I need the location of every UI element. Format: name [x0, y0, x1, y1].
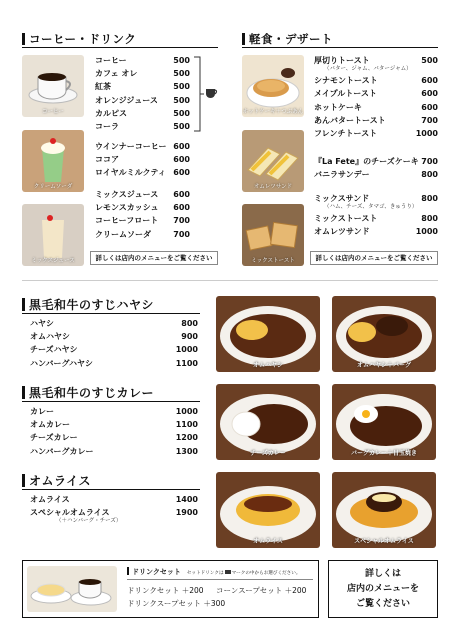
hotcake-photo [242, 55, 304, 117]
drink-set-price: ドリンクセット ＋200 [127, 586, 204, 595]
mix-toast-photo [242, 204, 304, 266]
omurice-list [30, 493, 198, 526]
menu-item: バニラサンデー 800 [314, 170, 438, 180]
menu-item: ロイヤルミルクティ 600 [95, 168, 190, 178]
curry-title-rule [22, 401, 200, 402]
cup-mark-icon [225, 570, 231, 574]
menu-item: オムカレー 1100 [30, 420, 198, 430]
menu-item: チーズカレー 1200 [30, 433, 198, 443]
burg-curry-egg-photo [332, 384, 436, 460]
curry-section-title: 黒毛和牛のすじカレー [22, 384, 154, 401]
light-list-3 [314, 192, 438, 239]
menu-item: コーヒーフロート 700 [95, 216, 190, 226]
photo-caption: オムハヤシ＋バーグ [357, 362, 411, 369]
title-bar-mark [22, 298, 25, 311]
item-note: （＋ハンバーグ・チーズ） [56, 518, 122, 525]
menu-item: オムハヤシ 900 [30, 332, 198, 342]
hayashi-section-title: 黒毛和牛のすじハヤシ [22, 296, 154, 313]
drink-set-subtitle-2: マークの中からお選びください。 [231, 571, 301, 576]
omurice-title-rule [22, 489, 200, 490]
cream-soda-photo [22, 130, 84, 192]
drinks-list-3 [95, 188, 190, 241]
menu-item: オムライス 1400 [30, 495, 198, 504]
omu-hayashi-photo [216, 296, 320, 372]
light-list-1 [314, 54, 438, 140]
cup-mark-icon [206, 89, 217, 98]
menu-item: レモンスカッシュ 600 [95, 203, 190, 213]
light-title-rule [242, 47, 438, 48]
menu-item: ハンバーグハヤシ 1100 [30, 358, 198, 368]
section-divider [22, 280, 438, 281]
drink-set-box [22, 560, 319, 618]
drink-set-rule [127, 579, 313, 580]
menu-item: 『La Fete』のチーズケーキ 700 [314, 157, 438, 166]
curry-list [30, 405, 198, 458]
drink-set-title: ドリンクセット [132, 568, 181, 576]
menu-item: カフェ オレ 500 [95, 69, 190, 79]
cheese-curry-photo [216, 384, 320, 460]
title-bar-mark [242, 33, 245, 45]
photo-caption: ホットケーキ＋つぶあん [242, 109, 304, 115]
title-bar-mark [127, 567, 129, 575]
soup-and-coffee-icon [27, 566, 117, 612]
menu-item: 紅茶 500 [95, 82, 190, 92]
photo-caption: バーグカレー＋目玉焼き [350, 450, 417, 457]
menu-item: コーヒー 500 [95, 56, 190, 65]
menu-item: メイプルトースト 600 [314, 89, 438, 99]
photo-caption: コーヒー [42, 109, 64, 115]
menu-item: ウインナーコーヒー 600 [95, 142, 190, 151]
coffee-photo [22, 55, 84, 117]
menu-item: オムレツサンド 1000 [314, 227, 438, 237]
set-drink-bracket [192, 55, 222, 133]
menu-item: 厚切りトースト 500 [314, 56, 438, 65]
title-bar-mark [22, 474, 25, 487]
menu-item: スペシャルオムライス 1900 [30, 508, 198, 518]
photo-caption: チーズカレー [250, 450, 286, 457]
photo-caption: オムライス [253, 538, 283, 545]
photo-caption: オムハヤシ [253, 362, 283, 369]
title-bar-mark [22, 386, 25, 399]
light-menu-note: 詳しくは店内のメニューをご覧ください [310, 251, 438, 265]
shop-menu-note: 詳しくは 店内のメニューを ご覧ください [328, 560, 438, 618]
menu-item: ココア 600 [95, 155, 190, 165]
special-omurice-photo [332, 472, 436, 548]
menu-item: オレンジジュース 500 [95, 95, 190, 105]
photo-caption: スペシャルオムライス [354, 538, 414, 545]
menu-item: あんバタートースト 700 [314, 115, 438, 125]
item-note: （ハム、チーズ、タマゴ、きゅうり） [324, 204, 418, 211]
drinks-menu-note: 詳しくは店内のメニューをご覧ください [90, 251, 218, 265]
omu-hayashi-burg-photo [332, 296, 436, 372]
menu-item: カレー 1000 [30, 407, 198, 416]
photo-caption: ミックスジュース [31, 258, 75, 264]
menu-item: ミックスサンド 800 [314, 194, 438, 203]
menu-item: チーズハヤシ 1000 [30, 345, 198, 355]
menu-item: ミックスジュース 600 [95, 190, 190, 199]
item-note: （バター、ジャム、バタージャム） [324, 66, 412, 73]
drink-set-photo [27, 566, 117, 612]
omelette-sandwich-photo [242, 130, 304, 192]
menu-item: クリームソーダ 700 [95, 229, 190, 239]
menu-item: カルピス 500 [95, 108, 190, 118]
drinks-section-title: コーヒー・ドリンク [22, 31, 136, 47]
corn-soup-set-price: コーンスープセット ＋200 [215, 586, 307, 595]
mix-juice-photo [22, 204, 84, 266]
hayashi-title-rule [22, 313, 200, 314]
menu-item: ホットケーキ 600 [314, 102, 438, 112]
menu-item: シナモントースト 600 [314, 76, 438, 86]
light-section-title: 軽食・デザート [242, 31, 333, 47]
drinks-list-1 [95, 54, 190, 133]
menu-item: ハヤシ 800 [30, 319, 198, 328]
menu-item: ハンバーグカレー 1300 [30, 446, 198, 456]
menu-item: フレンチトースト 1000 [314, 128, 438, 138]
photo-caption: オムレツサンド [253, 184, 293, 190]
drink-soup-set-price: ドリンクスープセット ＋300 [127, 599, 226, 608]
omurice-section-title: オムライス [22, 472, 91, 489]
photo-caption: ミックストースト [251, 258, 295, 264]
title-bar-mark [22, 33, 25, 45]
light-list-2 [314, 155, 438, 181]
drinks-list-2 [95, 140, 190, 180]
menu-item: コーラ 500 [95, 121, 190, 131]
menu-item: ミックストースト 800 [314, 214, 438, 224]
drink-set-subtitle: セットドリンクは [186, 571, 224, 576]
drinks-title-rule [22, 47, 218, 48]
omurice-photo [216, 472, 320, 548]
photo-caption: クリームソーダ [33, 184, 73, 190]
hayashi-list [30, 317, 198, 370]
